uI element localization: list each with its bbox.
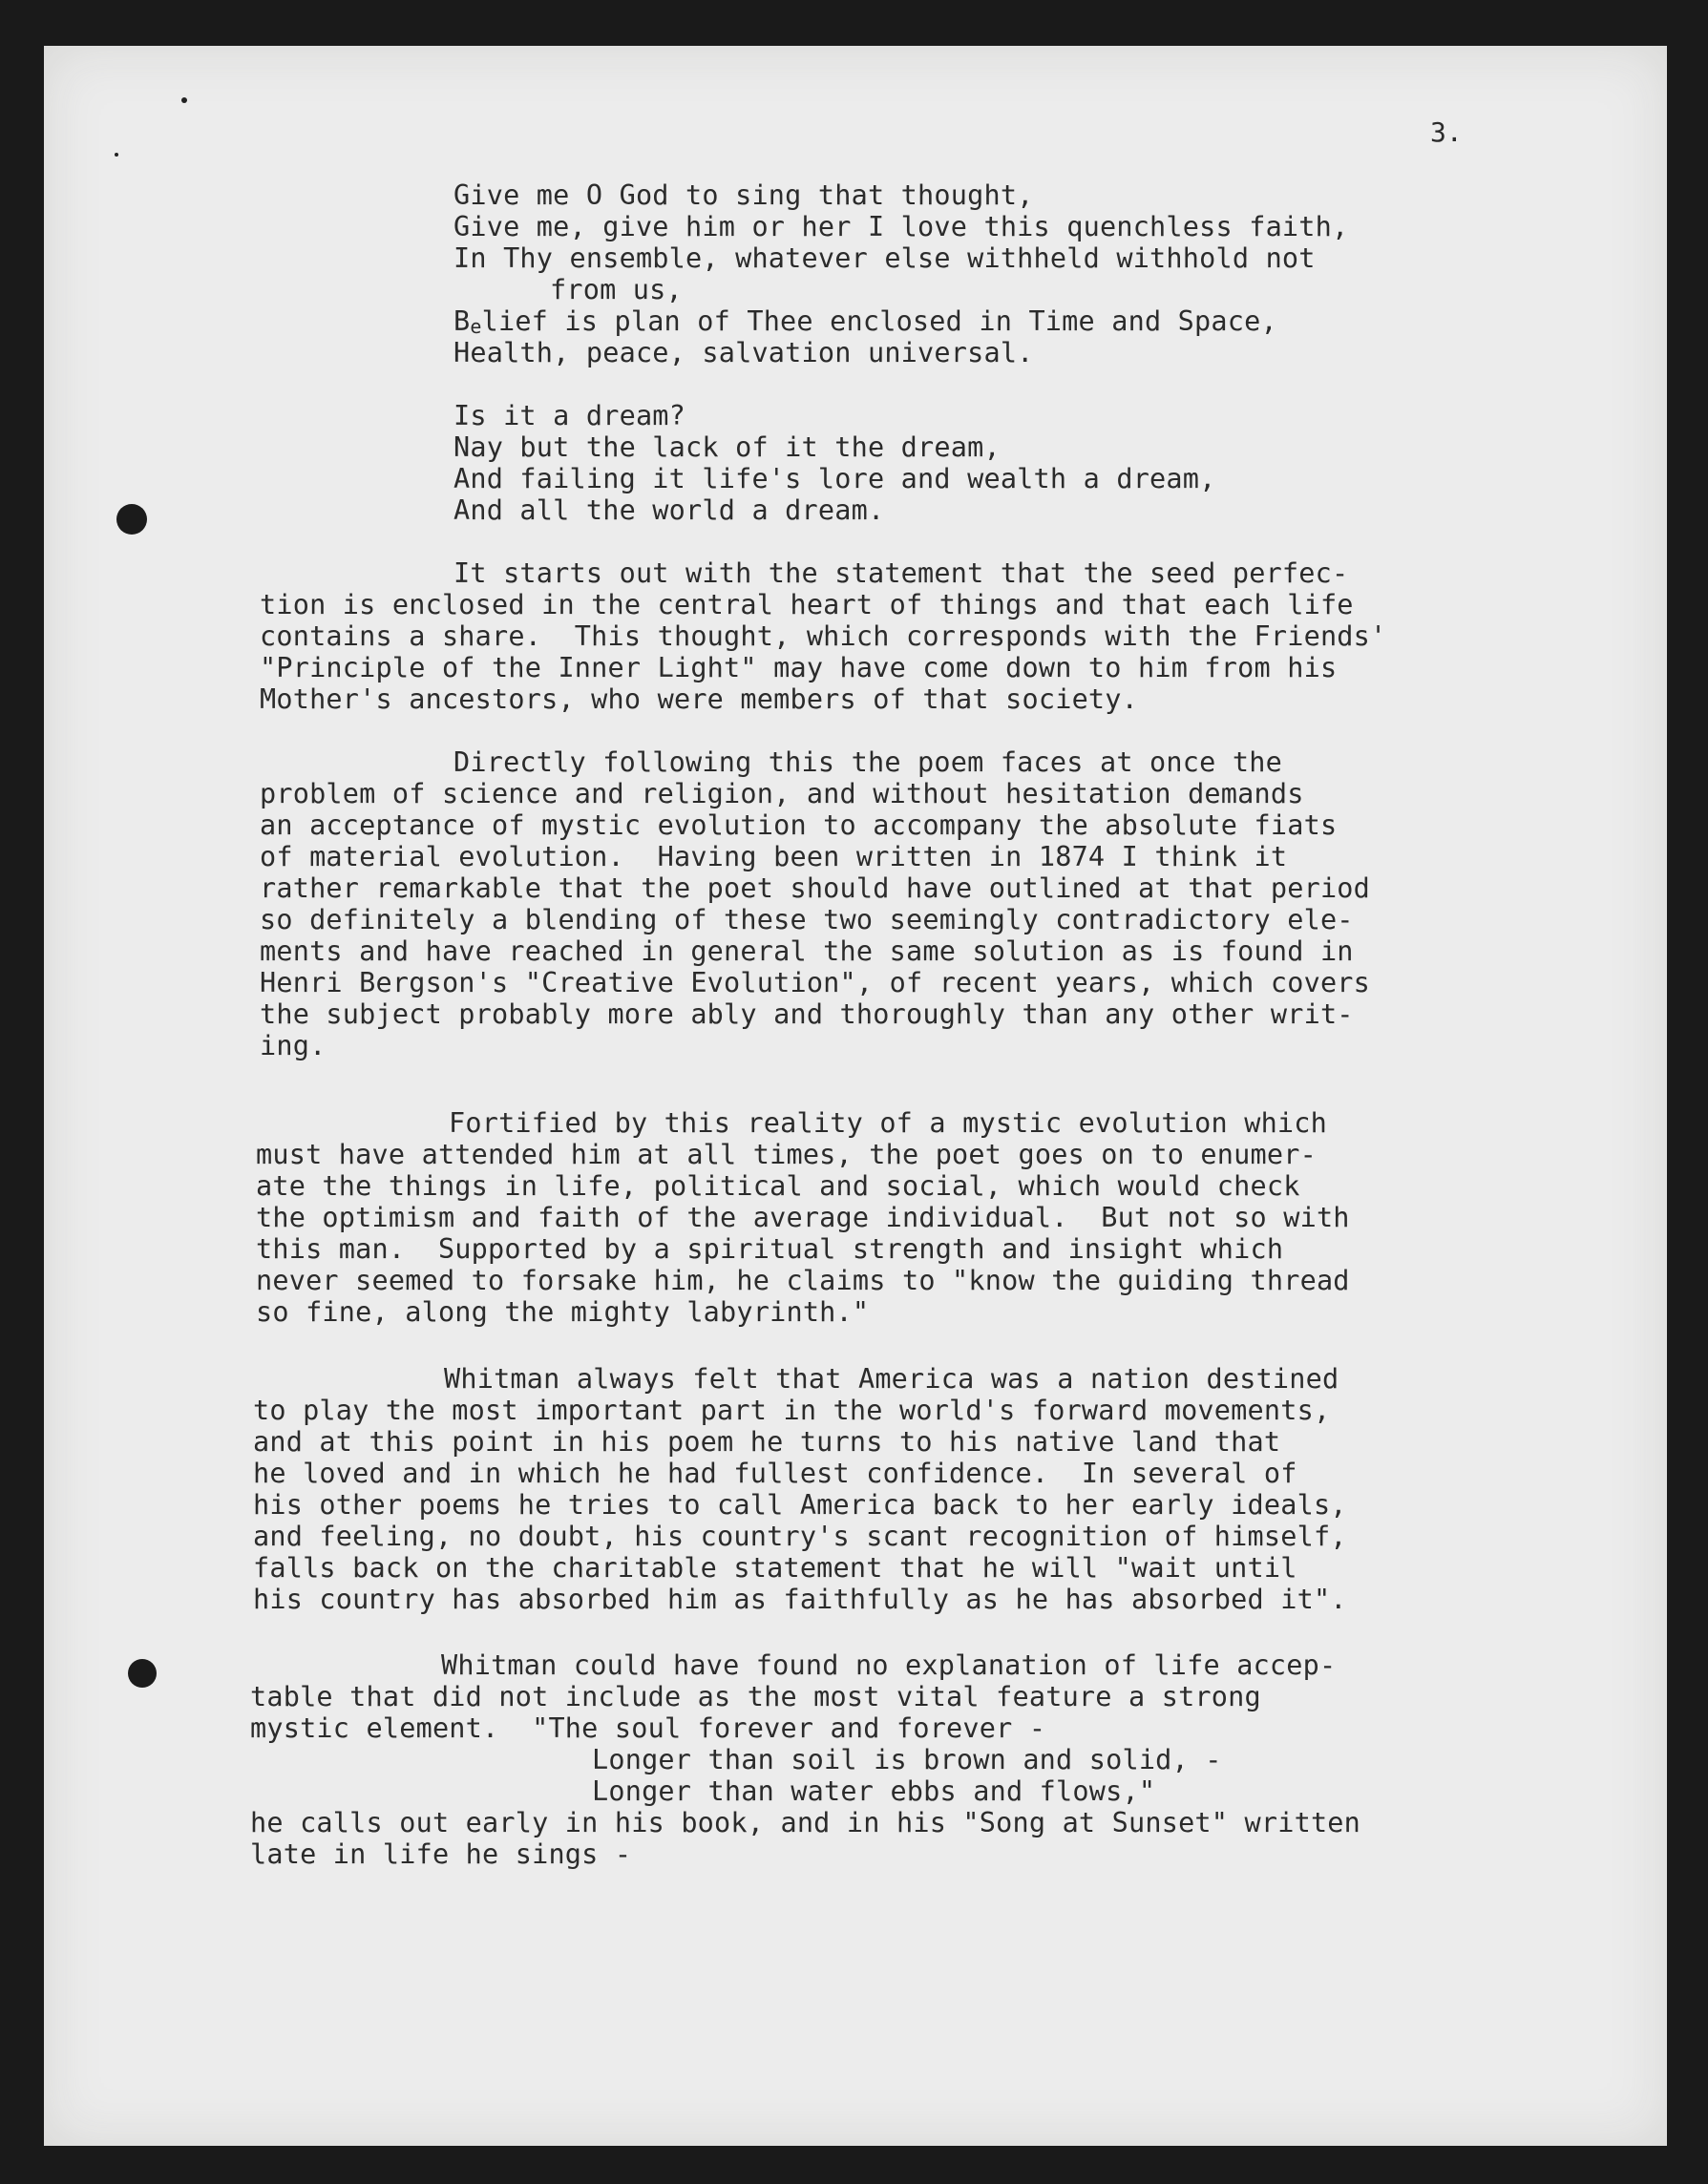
poem-line: And failing it life's lore and wealth a dream, [453, 463, 1216, 494]
paragraph-line: Whitman always felt that America was a nation destined [444, 1363, 1339, 1395]
paragraph-line: never seemed to forsake him, he claims to "know the guiding thread [256, 1265, 1350, 1296]
paragraph-line: and feeling, no doubt, his country's scant recognition of himself, [253, 1521, 1347, 1552]
paragraph-line: Fortified by this reality of a mystic evolution which [449, 1107, 1327, 1139]
paragraph-line: ing. [260, 1030, 327, 1061]
poem-line: Give me, give him or her I love this quenchless faith, [453, 211, 1349, 242]
poem-line: In Thy ensemble, whatever else withheld withhold not [453, 242, 1316, 274]
belief-rest: lief is plan of Thee enclosed in Time and Space, [481, 305, 1277, 337]
belief-subscript: e [470, 315, 482, 338]
ink-speck [181, 97, 187, 103]
belief-initial: B [453, 305, 471, 337]
quote-line: Longer than water ebbs and flows," [592, 1775, 1156, 1807]
paragraph-line: problem of science and religion, and without hesitation demands [260, 778, 1304, 809]
paragraph-line: falls back on the charitable statement that he will "wait until [253, 1552, 1297, 1584]
quote-line: Longer than soil is brown and solid, - [592, 1744, 1222, 1775]
paragraph-line: late in life he sings - [250, 1838, 632, 1870]
paragraph-line: the subject probably more ably and thoroughly than any other writ- [260, 998, 1354, 1030]
punch-hole [128, 1659, 157, 1688]
paragraph-line: so definitely a blending of these two seemingly contradictory ele- [260, 904, 1354, 935]
paragraph-line: contains a share. This thought, which corresponds with the Friends' [260, 620, 1387, 652]
poem-line: Give me O God to sing that thought, [453, 179, 1034, 211]
paragraph-line: of material evolution. Having been written in 1874 I think it [260, 841, 1288, 872]
paragraph-line: ate the things in life, political and social, which would check [256, 1170, 1300, 1202]
poem-line: Is it a dream? [453, 400, 686, 431]
paragraph-line: he calls out early in his book, and in his "Song at Sunset" written [250, 1807, 1361, 1838]
paragraph-line: It starts out with the statement that the seed perfec- [453, 557, 1349, 589]
paragraph-line: the optimism and faith of the average individual. But not so with [256, 1202, 1350, 1233]
paragraph-line: table that did not include as the most vital feature a strong [250, 1681, 1261, 1712]
page-number: 3. [1430, 116, 1463, 148]
paragraph-line: "Principle of the Inner Light" may have come down to him from his [260, 652, 1338, 683]
paragraph-line: Henri Bergson's "Creative Evolution", of recent years, which covers [260, 967, 1371, 998]
poem-line: from us, [550, 274, 683, 305]
punch-hole [116, 504, 147, 535]
paragraph-line: must have attended him at all times, the poet goes on to enumer- [256, 1139, 1317, 1170]
poem-line: Nay but the lack of it the dream, [453, 431, 1001, 463]
paragraph-line: mystic element. "The soul forever and forever - [250, 1712, 1046, 1744]
paragraph-line: his country has absorbed him as faithfully as he has absorbed it". [253, 1584, 1347, 1615]
paragraph-line: Whitman could have found no explanation of life accep- [441, 1649, 1337, 1681]
paragraph-line: his other poems he tries to call America back to her early ideals, [253, 1489, 1347, 1521]
ink-speck [115, 153, 118, 157]
paragraph-line: ments and have reached in general the same solution as is found in [260, 935, 1354, 967]
paragraph-line: to play the most important part in the world's forward movements, [253, 1395, 1331, 1426]
paragraph-line: so fine, along the mighty labyrinth." [256, 1296, 870, 1328]
paragraph-line: he loved and in which he had fullest confidence. In several of [253, 1458, 1297, 1489]
paragraph-line: an acceptance of mystic evolution to accompany the absolute fiats [260, 809, 1338, 841]
poem-line: Health, peace, salvation universal. [453, 337, 1034, 368]
paragraph-line: Mother's ancestors, who were members of that society. [260, 683, 1138, 715]
paragraph-line: rather remarkable that the poet should have outlined at that period [260, 872, 1371, 904]
paragraph-line: tion is enclosed in the central heart of things and that each life [260, 589, 1354, 620]
paragraph-line: and at this point in his poem he turns to his native land that [253, 1426, 1281, 1458]
paragraph-line: Directly following this the poem faces at once the [453, 746, 1282, 778]
paragraph-line: this man. Supported by a spiritual strength and insight which [256, 1233, 1284, 1265]
poem-line: And all the world a dream. [453, 494, 885, 526]
